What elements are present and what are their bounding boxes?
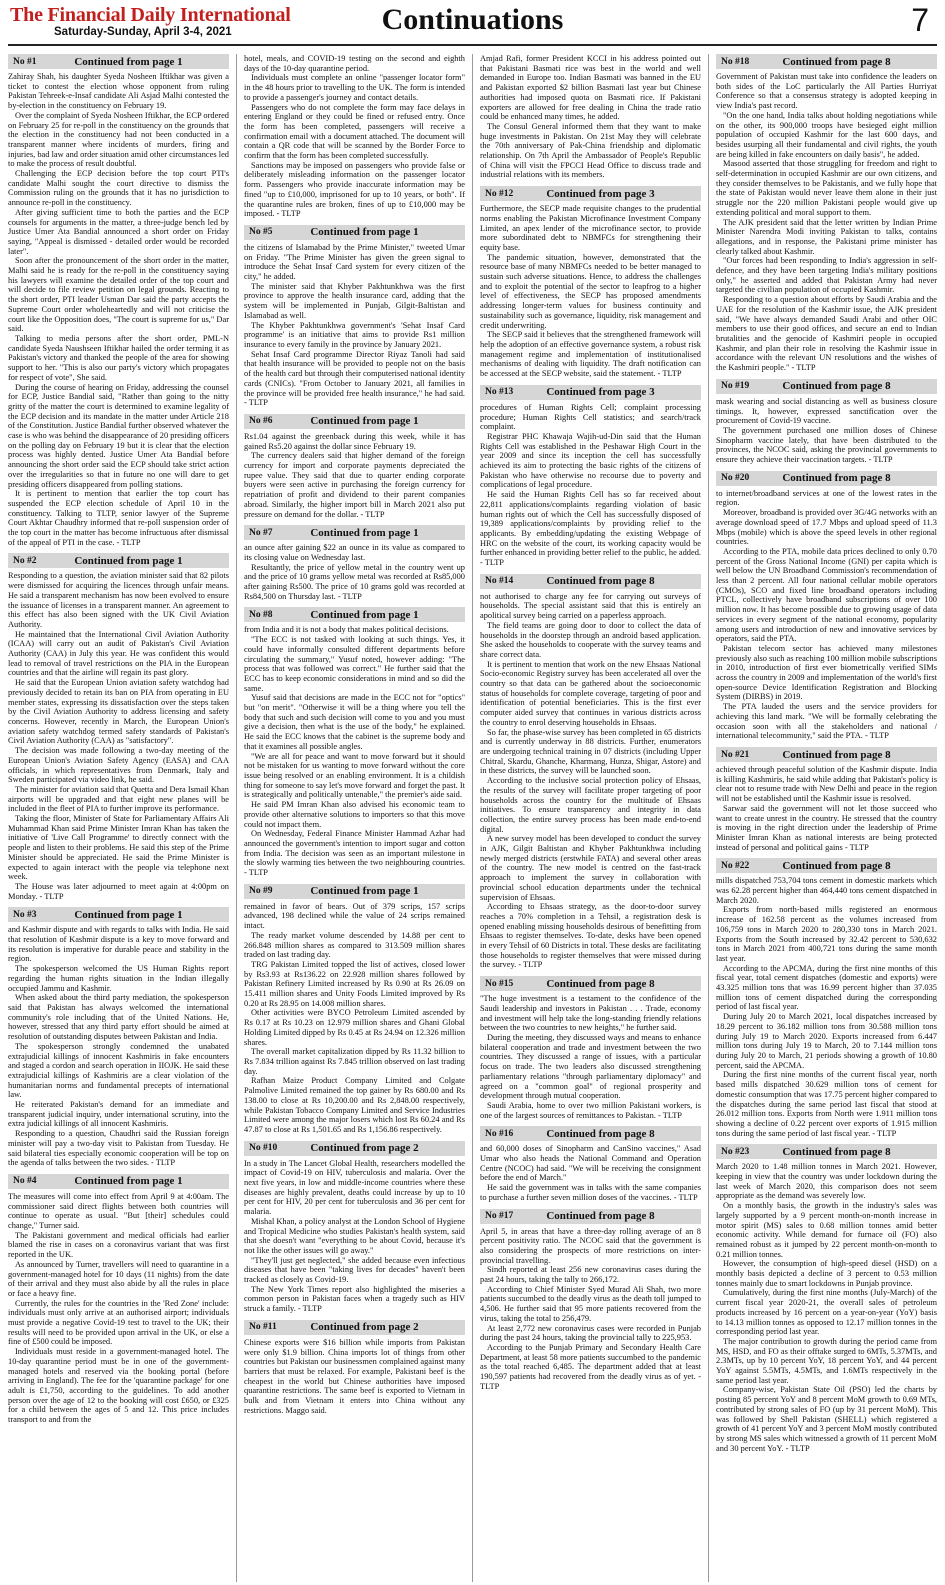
article-number: No #6 [249,416,273,427]
article-paragraph: Amjad Rafi, former President KCCI in his address pointed out that Pakistani Basmati rice was best in the world and well demanded in Europe too. Indian Basmati was banned in the EU and Pakistan exported $2 billion Basmati last year but Chinese authorities had imposed quota on Basmati rice. If Pakistani exporters are allowed for free dealing in China the trade ratio could be enhanced many times, he added. [480,54,701,122]
continued-from-label: Continued from page 8 [782,380,891,393]
article-body [480,54,701,180]
masthead [0,0,945,46]
continued-from-label: Continued from page 8 [546,1210,655,1223]
section-title: Continuations [381,3,564,36]
article-paragraph: Registrar PHC Khawaja Wajih-ud-Din said that the Human Rights Cell was established in the Peshawar High Court in the year 2009 and since its inception the cell has successfully achieved its aim to protecting the basic rights of the citizens of Pakistan who have otherwise no recourse due to poverty and complications of legal procedure. [480,431,701,490]
article-paragraph: According to the APCMA, during the first nine months of this fiscal year, total cement dispatches (domestic and exports) were 43.325 million tons that was 16.99 percent higher than 37.035 million tons of cement dispatched during the corresponding period of last fiscal year. [716,963,937,1012]
article-paragraph: "Our forces had been responding to India's aggression in self-defence, and they have been targeting India's military positions only," he asserted and added that Pakistan Army had never targeted the civilian population of occupied Kashmir. [716,256,937,295]
article-paragraph: The major contribution to growth during the period came from MS, HSD, and FO as their offtake surged to 6MTs, 5.37MTs, and 2.3MTs, up by 10 percent YoY, 18 percent YoY, and 44 percent YoY against 5.5MTs, 4.5MTs, and 1.6MTs respectively in the same period last year. [716,1336,937,1385]
article-paragraph: As announced by Turner, travellers will need to quarantine in a government-managed hotel for 10 days (11 nights) from the date of their arrival and they must also abide by all the rules in place or face a heavy fine. [8,1259,229,1298]
page-number: 7 [911,2,929,38]
article-paragraph: March 2020 to 1.48 million tonnes in March 2021. However, keeping in view that the country was under lockdown during the last week of March 2020, this comparison does not seem appropriate as the demand was severely low. [716,1162,937,1201]
article-paragraph: the citizens of Islamabad by the Prime Minister," tweeted Umar on Friday. "The Prime Minister has given the green signal to introduce the Sehat Insaf Card system for every citizen of the city," he added. [244,242,465,282]
article-number: No #2 [13,555,37,566]
article-paragraph: He reiterated Pakistan's demand for an immediate and transparent judicial inquiry, under international scrutiny, into the extra judicial killings of all innocent Kashmiris. [8,1100,229,1129]
article-paragraph: The Khyber Pakhtunkhwa government's 'Sehat Insaf Card programme' is an initiative that aims to provide Rs1 million insurance to every family in the province by January 2021. [244,320,465,349]
article-paragraph: The House was later adjourned to meet again at 4:00pm on Monday. - TLTP [8,881,229,901]
article-paragraph: "The huge investment is a testament to the confidence of the Saudi leadership and investors in Pakistan . . . Trade, economy and investment will help take the long-standing friendly relations between the two countries to new heights," he further said. [480,994,701,1033]
article [480,186,701,379]
masthead-rule [8,44,937,46]
article [716,747,937,852]
continued-from-label: Continued from page 8 [782,859,891,872]
continued-from-label: Continued from page 1 [74,1175,183,1188]
article [244,225,465,408]
continuation-header [244,1320,465,1335]
article-paragraph: Challenging the ECP decision before the top court PTI's candidate Malhi sought the court directive to dismiss the Commission ruling on the grounds that it has no jurisdiction to announce re-poll in the constituency. [8,169,229,208]
article-paragraph: According to the PTA, mobile data prices declined to only 0.70 percent of the Gross National Income (GNI) per capita which is well below the UN Broadband Commission's recommendation of less than 2 percent. All four national cellular mobile operators (CMOs), SCO and fixed line broadband operators including PTCL, collectively have broadband subscriptions of over 100 million now. It has become possible due to growing usage of data services in every segment of the national economy, popularity among users and introduction of new and innovative services by operators, said the PTA. [716,546,937,644]
article-paragraph: The New York Times report also highlighted the miseries a common person in Pakistan faces when a tragedy such as HIV struck a family. - TLTP [244,1284,465,1314]
article-paragraph: Sindh reported at least 256 new coronavirus cases during the past 24 hours, taking the tally to 266,172. [480,1265,701,1285]
continued-from-label: Continued from page 2 [310,1142,419,1155]
article-number: No #13 [485,387,514,398]
article-paragraph: Responding to a question about efforts by Saudi Arabia and the UAE for the resolution of the Kashmir issue, the AJK president said, "We have always demanded Saudi Arabi and other OIC members to use their good offices, and secure an end to Indian brutalities and the genocide of Kashmiri people in occupied Kashmir, and plan their role in resolving the Kashmir issue in accordance with the relevant UN resolutions and the wishes of the Kashmiri people." - TLTP [716,295,937,373]
continued-from-label: Continued from page 8 [782,472,891,485]
continued-from-label: Continued from page 1 [310,885,419,898]
article-body [8,72,229,547]
article-paragraph: The field teams are going door to door to collect the data of households in the doorstep through an android based application. She asked the households to cooperate with the survey teams and share correct data. [480,620,701,659]
article-number: No #1 [13,56,37,67]
article-paragraph: Masood asserted that those struggling for freedom and right to self-determination in occupied Kashmir are our own citizens, and they consider themselves to be Pakistanis, and we fully hope that the state of Pakistan would never leave them alone in their just struggle nor the 220 million Pakistani people would give up extending political and moral support to them. [716,159,937,217]
article-body [244,432,465,519]
column-divider [472,54,473,1582]
article-paragraph: Responding to a question, Chaudhri said the Russian foreign minister will pay a two-day visit to Pakistan from Tuesday. He said bilateral ties especially economic cooperation will be top on the agenda of talks between the two sides. - TLTP [8,1129,229,1168]
article-paragraph: mask wearing and social distancing as well as business closure timings. It, however, expressed sanctification over the procurement of Covid-19 vaccine. [716,396,937,426]
article [716,1144,937,1453]
article-number: No #10 [249,1143,278,1154]
continuation-header [244,414,465,429]
article-body [480,403,701,568]
article-paragraph: Responding to a question, the aviation minister said that 82 pilots were dismissed for acquiring the licences through unfair means. He said a transparent mechanism has now been evolved to ensure the issuance of licenses in a transparent manner. An agreement to this effect has also been signed with the UK Civil Aviation Authority. [8,571,229,629]
article-paragraph: Zahiray Shah, his daughter Syeda Nosheen Iftikhar was given a ticket to contest the election whose opponent from ruling Pakistan Tehreek-e-Insaf candidate Ali Asjad Malhi contested the by-election in the constituency on February 19. [8,72,229,111]
article [480,1126,701,1202]
article-number: No #16 [485,1128,514,1139]
article-paragraph: Over the complaint of Syeda Nosheen Iftikhar, the ECP ordered on February 25 for re-poll in the constituency on the grounds that the election in the constituency had not been conducted in a transparent manner where incidents of murders, firing and injuries, bad law and order situation amid other circumstances led to make the process of result doubtful. [8,110,229,169]
article-paragraph: According to Ehsaas strategy, as the door-to-door survey reaches a 70% completion in a Tehsil, a registration desk is opened enabling missing households desirous of benefitting from Ehsaas to register themselves. To-date, desks have been opened in every Tehsil of 60 Districts in total. These desks are facilitating those households to register themselves that were missed during the survey. - TLTP [480,902,701,970]
issue-date: Saturday-Sunday, April 3-4, 2021 [54,26,232,38]
article-number: No #23 [721,1146,750,1157]
article-paragraph: Passengers who do not complete the form may face delays in entering England or they could be fined or refused entry. Once the form has been completed, passengers will receive a confirmation email with a document attached. The document will contain a QR code that will be scanned by the Border Force to confirm that the form has been completed successfully. [244,102,465,161]
continuation-header [8,1174,229,1189]
article-paragraph: The minister said that Khyber Pakhtunkhwa was the first province to approve the health insurance card, adding that the system will be implemented in Punjab, Gilgit-Baltistan and Islamabad as well. [244,281,465,320]
article-paragraph: Company-wise, Pakistan State Oil (PSO) led the charts by posting 85 percent YoY and 8 percent MoM growth to 0.69 MTs, contributed by strong sales of FO (up by 31 percent MoM). This was followed by Shell Pakistan (SHELL) which registered a growth of 41 percent YoY and 3 percent MoM mostly contributed by strong MS sales which witnessed a growth of 11 percent MoM and 30 percent YoY. - TLTP [716,1385,937,1453]
article-paragraph: from India and it is not a body that makes political decisions. [244,625,449,635]
article-body [244,543,465,601]
article-paragraph: At least 2,772 new coronavirus cases were recorded in Punjab during the past 24 hours, taking the provincial tally to 225,953. [480,1323,701,1343]
article [244,414,465,519]
article-paragraph: After giving sufficient time to both the parties and the ECP counsels for arguments in the matter, a three-judge bench led by Justice Umer Ata Bandial announced a short order on Friday saying, "Appeal is dismissed - detailed order would be recorded later". [8,207,229,256]
article-body [716,765,937,852]
article-paragraph: "The ECC is not tasked with looking at such things. Yes, it could have informally consulted different departments before circulating the summary," Yusuf noted, however adding: "The process that was followed was correct." He further said that the ECC has to keep economic considerations in mind and so did the same. [244,635,465,693]
article-paragraph: TRG Pakistan Limited topped the list of actives, closed lower by Rs3.93 at Rs136.22 on 22.928 million shares followed by Pakistan Refinery Limited increased by Rs 0.90 at Rs 26.09 on 15.411 million shares and Unity Foods Limited improved by Rs 0.20 at Rs 28.95 on 14.008 million shares. [244,959,465,1008]
article-paragraph: In a study in The Lancet Global Health, researchers modelled the impact of Covid-19 on HIV, tuberculosis and malaria. Over the next five years, in low and middle-income countries where these diseases are highly prevalent, deaths could increase by up to 10 per cent for HIV, 20 per cent for tuberculosis and 36 per cent for malaria. [244,1158,465,1217]
article-paragraph: Individuals must complete an online "passenger locator form" in the 48 hours prior to travelling to the UK. The form is intended to provide a passenger's journey and contact details. [244,73,465,102]
article-paragraph: Furthermore, the SECP made requisite changes to the prudential norms enabling the Pakistan Microfinance Investment Company Limited, an apex lender of the microfinance sector, to provide more subordinated debt to NBMFCs for strengthening their equity base. [480,204,701,252]
continuation-header [244,525,465,540]
article-paragraph: Currently, the rules for the countries in the 'Red Zone' include: individuals must only arrive at an authorised airport; individuals must provide a negative Covid-19 test to travel to the UK; their results will need to be provided upon arrival in the UK, or else a fine of £500 could be imposed. [8,1298,229,1347]
article-paragraph: Sanctions may be imposed on passengers who provide false or deliberately misleading information on the passenger locator form. Passengers who provide inaccurate information may be fined "up to £10,000, imprisoned for up to 10 years, or both". If the quarantine rules are broken, fines of up to £10,000 may be imposed. - TLTP [244,160,465,219]
article-paragraph: The minister for aviation said that Quetta and Dera Ismail Khan airports will be upgraded and that eight new planes will be included in the fleet of PIA to further improve its performance. [8,784,229,814]
article-paragraph: an ounce after gaining $22 an ounce in its value as compared to its closing value on Wednesday last. [244,543,465,562]
article-paragraph: He said that the European Union aviation safety watchdog had previously decided to retain its ban on PIA from operating in EU member states, expressing its dissatisfaction over the steps taken by the Civil Aviation Authority to address licensing and safety concerns. However, recently in March, the European Union's aviation safety watchdog termed safety standards of Pakistan's Civil Aviation Authority (CAA) as "satisfactory". [8,678,229,746]
article [480,385,701,568]
article [244,884,465,1135]
article-body [244,54,465,219]
article [244,54,465,219]
column-3 [480,54,701,1582]
article-paragraph: remained in favor of bears. Out of 379 scrips, 157 scrips advanced, 198 declined while the value of 24 scrips remained intact. [244,901,465,931]
article-body [716,876,937,1138]
article-paragraph: The ready market volume descended by 14.88 per cent to 266.848 million shares as compared to 313.509 million shares traded on last trading day. [244,930,465,960]
continued-from-label: Continued from page 8 [782,748,891,761]
column-2 [244,54,465,1582]
article-body [244,243,465,408]
article-paragraph: Government of Pakistan must take into confidence the leaders on both sides of the LoC particularly the All Parties Hurriyat Conference so that a consensus strategy is adopted keeping in view India's past record. [716,72,937,111]
continuation-header [244,1141,465,1156]
article-paragraph: During the course of hearing on Friday, addressing the counsel for ECP, Justice Bandial said, "Rather than going to the nitty gritty of the matter the court is determined to examine legality of the ECP decision and its mandate in the matter under Article 218 of the Constitution. Justice Bandial further observed whatever the case is who was behind the disappearance of 20 presiding officers on the polling day on February 19 but it is clear that the election process was highly dented. Justice Umer Ata Bandial before announcing the short order said the ECP should take strict action over the irregularities so that in future no one will dare to get presiding officers disappeared from polling stations. [8,382,229,489]
article-paragraph: So far, the phase-wise survey has been completed in 65 districts and is currently underway in 88 districts. Further, enumerators are undergoing technical training in 07 districts (including Upper Chitral, Skardu, Ghanche, Kharmang, Hunza, Shigar, Astore) and in these districts, the survey will be launched soon. [480,727,701,776]
article-number: No #17 [485,1211,514,1222]
article-number: No #8 [249,609,273,620]
article-paragraph: According to Chief Minister Syed Murad Ali Shah, two more patients succumbed to the deadly virus as the death toll jumped to 4,506. He further said that 95 more patients recovered from the virus, taking the total to 256,479. [480,1284,701,1323]
article-body [244,1338,465,1416]
article-paragraph: The Pakistani government and medical officials had earlier blamed the rise in cases on a coronavirus variant that was first reported in the UK. [8,1230,229,1260]
article-body [244,902,465,1135]
article-paragraph: Chinese exports were $16 billion while imports from Pakistan were only $1.9 billion. China imports lot of things from other countries but Pakistan our businessmen complained against many barriers that must be relaxed. For example, Pakistani beef is the cheapest in the world but Chinese authorities have imposed quarantine restrictions. The same beef is exported to Vietnam in bulk and from Vietnam it enters into China without any restrictions. Maggo said. [244,1337,465,1415]
article-paragraph: The AJK president said that the letter written by Indian Prime Minister Narendra Modi inviting Pakistan to talks, contains allegations, and in response, the Pakistani prime minister has clearly talked about Kashmir. [716,217,937,256]
continuation-header [480,574,701,589]
article-paragraph: Yusuf said that decisions are made in the ECC not for "optics" but "on merit". "Otherwise it will be a thing where you tell the body that such and such decision will come to you and you must give a decision, then what is the use of the body," he explained. He said the ECC knows that the cabinet is the supreme body and that it examines all possible angles. [244,693,465,751]
column-divider [708,54,709,1582]
article-paragraph: and 60,000 doses of Sinopharm and CanSino vaccines," Asad Umar who also heads the National Command and Operation Centre (NCOC) had said. "We will be receiving the consignment before the end of March." [480,1144,701,1183]
article [480,54,701,180]
article-paragraph: procedures of Human Rights Cell; complaint processing procedure; Human Rights Cell statistics; and search/track complaint. [480,402,701,432]
article-paragraph: The measures will come into effect from April 9 at 4:00am. The commissioner said direct flights between both countries will continue to operate as usual. "But [their] schedules could change," Turner said. [8,1191,229,1231]
continued-from-label: Continued from page 2 [310,1321,419,1334]
continued-from-label: Continued from page 8 [546,1127,655,1140]
continuation-header [244,607,465,622]
continuation-header [716,471,937,486]
article-paragraph: The SECP said it believes that the strengthened framework will help the adoption of an effective governance system, a robust risk management regime and implementation of institutionalised mechanisms of dealing with liquidity. The draft notification can be accessed at the SECP website, said the statement. - TLTP [480,330,701,379]
continuation-header [8,553,229,568]
article [244,1320,465,1416]
article-body [244,625,465,877]
article-paragraph: It is pertinent to mention that earlier the top court has suspended the ECP election schedule of April 10 in the constituency. Talking to TLTP, senior lawyer of the Supreme Court Akhtar Chaudhry informed that re-poll suspension order of the top court in the matter has become infructuous after dismissal of the appeal of PTI in the case. - TLTP [8,489,229,547]
continued-from-label: Continued from page 1 [74,908,183,921]
article-paragraph: The currency dealers said that higher demand of the foreign currency for import and corporate payments depreciated the rupee value. They said that due to quarter ending corporate buyers were seen active in purchasing the foreign currency for repatriation of profit and dividend to their parent companies abroad. Similarly, the higher import bill in March 2021 also put pressure on demand for the dollar. - TLTP [244,451,465,519]
article-paragraph: Rs1.04 against the greenback during this week, while it has gained Rs5.20 against the dollar since February 19. [244,431,465,451]
continued-from-label: Continued from page 3 [546,386,655,399]
continuation-header [244,225,465,240]
article-paragraph: Sehat Insaf Card programme Director Riyaz Tanoli had said that health insurance will be provided to people not on the basis of the health card but through their computerised national identity cards (CNICs). "From October to January 2021, all families in the province will be provided free health insurance," he had said. - TLTP [244,349,465,408]
article-paragraph: "We are all for peace and want to move forward but it should not be mistaken for us wanting to move forward without the core issue being resolved or an enabling environment. It is a childish thing for someone to say let's move forward and forget the past. It is strategically and politically untenable," the premier's aide said. [244,751,465,800]
newspaper-title: The Financial Daily International [10,4,291,26]
article-body [716,397,937,465]
continuation-header [716,858,937,873]
article [716,471,937,741]
article-paragraph: During the first nine months of the current fiscal year, north based mills dispatched 30.629 million tons of cement for domestic consumption that was 17.75 percent higher compared to the dispatches during the same period last fiscal that stood at 26.012 million tons. Exports from North were 1.911 million tons showing a decline of 0.22 percent over exports of 1.915 million tons during the same period of last fiscal year. - TLTP [716,1070,937,1138]
article-paragraph: He maintained that the International Civil Aviation Authority (ICAA) will carry out an audit of Pakistan's Civil Aviation Authority (CAA) in July this year. He was confident this would lead to removal of travel restrictions on the PIA in the European countries and that the airline will regain its past glory. [8,629,229,678]
article-paragraph: Moreover, broadband is provided over 3G/4G networks with an average download speed of 17.7 Mbps and upload speed of 11.3 Mbps (mobile) which is above the speed levels in other regional countries. [716,508,937,547]
continued-from-label: Continued from page 1 [310,526,419,539]
article-body [8,925,229,1168]
article-paragraph: Pakistan telecom sector has achieved many milestones previously also such as reaching 100 million mobile subscriptions in 2010, introduction of first ever biometrically verified SIMs across the country in 2009 and implementation of the world's first open-source Device Identification Registration and Blocking System (DIRBS) in 2019. [716,643,937,702]
article-paragraph: The spokesperson strongly condemned the unabated extrajudicial killings of innocent Kashmiris in fake encounters and staged a cordon and search operation in IIOJK. He said these extrajudicial killings of Kashmiris are a clear violation of the humanitarian norms and fundamental precepts of international law. [8,1041,229,1100]
article-paragraph: The spokesperson welcomed the US Human Rights report regarding the human rights situation in the Indian illegally occupied Jammu and Kashmir. [8,964,229,993]
article-number: No #3 [13,909,37,920]
continued-from-label: Continued from page 8 [782,55,891,68]
article [716,379,937,465]
continuation-header [480,1209,701,1224]
column-1 [8,54,229,1582]
article [716,54,937,373]
article-number: No #19 [721,381,750,392]
article [244,607,465,877]
column-divider [236,54,237,1582]
article-paragraph: The government purchased one million doses of Chinese Sinopharm vaccine lately, that have been distributed to the provinces, the NCOC said, asking the provincial governments to ensure they achieve their vaccination targets. - TLTP [716,425,937,465]
article-paragraph: mills dispatched 753,704 tons cement in domestic markets which was 62.28 percent higher than 464,440 tons cement dispatched in March 2020. [716,876,937,905]
article-paragraph: When asked about the third party mediation, the spokesperson said that Pakistan has always welcomed the international community's role including that of the United Nations. He, however, stressed that any third party effort should be aimed at resolution of outstanding disputes between Pakistan and India. [8,993,229,1042]
article-paragraph: A new survey model has been developed to conduct the survey in AJK, Gilgit Baltistan and Khyber Pakhtunkhwa including newly merged districts (erstwhile FATA) and several other areas of the country. The new model is centred on the fast-track approach to implement the survey in collaboration with provincial school education departments under the technical supervision of Ehsaas. [480,834,701,902]
article [480,574,701,970]
article-paragraph: He said the government was in talks with the same companies to purchase a further seven million doses of the vaccines. - TLTP [480,1183,701,1202]
continued-from-label: Continued from page 8 [546,977,655,990]
article-body [480,204,701,379]
article-paragraph: achieved through peaceful solution of the Kashmir dispute. India is killing Kashmiris, he said while adding that Pakistan's policy is clear not to resume trade with New Delhi and peace in the region will not be established until the Kashmir issue is resolved. [716,765,937,804]
article-number: No #15 [485,978,514,989]
column-4 [716,54,937,1582]
article-paragraph: "They'll just get neglected," she added because even infectious diseases that have been "taking lives for decades" haven't been tracked as closely as Covid-19. [244,1255,465,1285]
article-paragraph: hotel, meals, and COVID-19 testing on the second and eighth days of the 10-day quarantine period. [244,54,465,73]
article-body [480,1144,701,1202]
article-paragraph: and Kashmir dispute and with regards to talks with India. He said that resolution of Kashmir dispute is a key to move forward and its resolution is imperative for durable peace and stability in the region. [8,925,229,964]
article-paragraph: During the meeting, they discussed ways and means to enhance bilateral cooperation and trade and investment between the two countries. They discussed a range of issues, with a particular focus on trade. The two leaders also discussed strengthening parliamentary relations "through parliamentary diplomacy" and agreed on a "common goal" of regional prosperity and development through mutual cooperation. [480,1032,701,1101]
continued-from-label: Continued from page 8 [546,575,655,588]
article-paragraph: According to the Punjab Primary and Secondary Health Care Department, at least 58 more patients succumbed to the pandemic as the total reached 6,485. The department added that at least 190,597 patients had recovered from the deadly virus as of yet. - TLTP [480,1342,701,1391]
article-paragraph: It is pertinent to mention that work on the new Ehsaas National Socio-economic Registry survey has been accelerated all over the country so that data can be gathered about the socioeconomic status of households for complete coverage, targeting of poor and identification of potential beneficiaries. This is the first ever computer aided survey that continues in various districts across the country to enrol deserving households in Ehsaas. [480,659,701,727]
article-body [8,571,229,901]
continuation-header [716,54,937,69]
article-paragraph: Cumulatively, during the first nine months (July-March) of the current fiscal year 2020-21, the overall sales of petroleum products increased by 16 percent on a year-on-year (YoY) basis to 14.13 million tonnes as opposed to 12.17 million tonnes in the corresponding period last year. [716,1288,937,1337]
article-number: No #5 [249,227,273,238]
article [8,54,229,547]
article-paragraph: The Consul General informed them that they want to make huge investments in Pakistan. On 21st May they will celebrate the 70th anniversary of Pak-China friendship and diplomatic relationship. On 7th April the Ambassador of People's Republic of China will visit the FPCCI Head Office to discuss trade and industrial relations with its members. [480,121,701,180]
article-paragraph: Saudi Arabia, home to over two million Pakistani workers, is one of the largest sources of remittances to Pakistan. - TLTP [480,1100,701,1120]
continued-from-label: Continued from page 1 [310,226,419,239]
columns [8,54,938,1582]
continuation-header [480,976,701,991]
article-body [716,1162,937,1453]
continued-from-label: Continued from page 1 [310,608,419,621]
continuation-header [480,186,701,201]
article-paragraph: Mishal Khan, a policy analyst at the London School of Hygiene and Tropical Medicine who studies Pakistan's health system, said that she doesn't want "everything to be about Covid, because it's not like the other issues will go away." [244,1216,465,1255]
article [8,907,229,1168]
continuation-header [244,884,465,899]
article-paragraph: to internet/broadband services at one of the lowest rates in the region. [716,488,937,508]
article [244,525,465,601]
article-body [244,1159,465,1314]
article-body [716,72,937,373]
continued-from-label: Continued from page 1 [74,55,183,68]
article-number: No #11 [249,1322,277,1333]
article-number: No #22 [721,860,750,871]
article-number: No #18 [721,56,750,67]
article-number: No #4 [13,1176,37,1187]
article-paragraph: However, the consumption of high-speed diesel (HSD) on a monthly basis depicted a decline of 3 percent to 0.53 million tonnes mainly due to smart lockdowns in Punjab province. [716,1259,937,1288]
article-body [716,489,937,741]
article-number: No #12 [485,188,514,199]
article-paragraph: The overall market capitalization dipped by Rs 11.32 billion to Rs 7.834 trillion against Rs 7.845 trillion observed on last trading day. [244,1047,465,1076]
continued-from-label: Continued from page 1 [310,415,419,428]
article [480,976,701,1120]
continuation-header [480,385,701,400]
continuation-header [716,1144,937,1159]
article-paragraph: On Wednesday, Federal Finance Minister Hammad Azhar had announced the government's intention to import sugar and cotton from India. The decision was seen as an important milestone in the slowly warming ties between the two neighbouring countries. - TLTP [244,829,465,878]
article-paragraph: "On the one hand, India talks about holding negotiations while on the other, its 900,000 troops have besieged eight million population of occupied Kashmir for the last 600 days, and besides usurping all their fundamental and civil rights, the youth are being killed in fake encounters on daily basis", he added. [716,110,937,159]
article-number: No #21 [721,749,750,760]
article [8,1174,229,1425]
continuation-header [480,1126,701,1141]
article-paragraph: Other activities were BYCO Petroleum Limited ascended by Rs 0.17 at Rs 10.23 on 12.979 million shares and Ghani Global Holding Limited dipped by Rs 0.45 at Rs 24.94 on 12.326 million shares. [244,1008,465,1047]
continuation-header [8,907,229,922]
continued-from-label: Continued from page 3 [546,187,655,200]
article-paragraph: During July 20 to March 2021, local dispatches increased by 18.29 percent to 36.182 million tons from 30.588 million tons during July 19 to March 2020. Exports increased from 6.447 million tons during July 19 to March, 20 to 7.144 million tons during July 20 to March, 21 periods showing a growth of 10.80 percent, said the APCMA. [716,1012,937,1070]
continuation-header [8,54,229,69]
article-paragraph: April 5, in areas that have a three-day rolling average of an 8 percent positivity ratio. The NCOC said that the government is also considering the prospects of more restrictions on inter-provincial travelling. [480,1226,701,1265]
article-body [8,1192,229,1425]
article-paragraph: Exports from north-based mills registered an enormous increase of 162.58 percent as the volumes increased from 106,759 tons in March 2020 to 280,330 tons in March 2021. Exports from the South increased by 32.42 percent to 530,632 tons in March 2021 from 400,721 tons during the same month last year. [716,905,937,963]
article-paragraph: According to the inclusive social protection policy of Ehsaas, the results of the survey will facilitate proper targeting of poor households across the country for the multitude of Ehsaas initiatives. To ensure transparency and integrity in data collection, the entire survey process has been made end-to-end digital. [480,776,701,834]
article-body [480,592,701,970]
article-number: No #9 [249,886,273,897]
article-paragraph: Soon after the pronouncement of the short order in the matter, Malhi said he is ready for the re-poll in the constituency saying his lawyers will examine the detailed order of the top court and will decide to file review petition on legal grounds. Reacting to the short order, PTI leader Usman Dar said the party accepts the Supreme Court order wholeheartedly and will not criticise the court like the Opposition does, "The court is supreme for us," Dar said. [8,256,229,334]
article-paragraph: Resultantly, the price of yellow metal in the country went up and the price of 10 grams yellow metal was recorded at Rs85,000 after gaining Rs500. The price of 10 grams gold was recorded at Rs84,500 on Thursday last. - TLTP [244,562,465,601]
article-paragraph: Talking to media persons after the short order, PML-N candidate Syeda Naushseen Iftikhar hailed the order terming it as Pakistan's victory and thanked the people of the area for showing support to her. "This is also our party's victory which propagates for respect of vote", She said. [8,333,229,382]
article-paragraph: Individuals must reside in a government-managed hotel. The 10-day quarantine period must be in one of the government-managed hotels and reserved via the booking portal (before arriving in England). The fee for the 'quarantine package' for one adult is £1,750, according to the guidelines. To add another person over the age of 12 to the booking will cost £650, or £325 for a child between the ages of 5 and 12. This price includes transport to and from the [8,1347,229,1425]
continuation-header [716,747,937,762]
article-paragraph: He said the Human Rights Cell has so far received about 22,811 applications/complaints regarding violation of basic human rights out of which the Cell has successfully disposed of 19,389 applications/complaints by providing relief to the applicants. By embedding/updating the existing Webpage of HRC on the website of the court, its working capacity would be further enhanced in providing better relief to the public, he added. - TLTP [480,490,701,568]
article-paragraph: Sarwar said the government will not let those succeed who want to create unrest in the country. He stressed that the country is moving in the right direction under the leadership of Prime Minister Imran Khan as national interests are being protected instead of personal and political gains - TLTP [716,803,937,852]
article [716,858,937,1138]
article-body [480,994,701,1120]
continuation-header [716,379,937,394]
article-paragraph: He said PM Imran Khan also advised his economic team to provide other alternative solutions to importers so that this move could not impact them. [244,800,465,829]
article-number: No #7 [249,527,273,538]
article-body [480,1227,701,1392]
article-paragraph: Rafhan Maize Product Company Limited and Colgate Palmolive Limited remained the top gainer by Rs 680.00 and Rs 138.00 to close at Rs 10,200.00 and Rs 2,848.00 respectively, while Pakistan Tobacco Company Limited and Service Industries Limited were among the major losers which lost Rs 60.24 and Rs 47.87 to close at Rs 1,501.65 and Rs 1,156.86 respectively. [244,1076,465,1134]
article [8,553,229,901]
article-paragraph: On a monthly basis, the growth in the industry's sales was largely supported by a 9 percent month-on-month increase in motor spirit (MS) sales to 0.68 million tonnes amid better economic activity. While demand for furnace oil (FO) also remained robust as it jumped by 22 percent month-on-month to 0.21 million tonnes. [716,1201,937,1259]
article-number: No #14 [485,576,514,587]
article-paragraph: Taking the floor, Minister of State for Parliamentary Affairs Ali Muhammad Khan said Prime Minister Imran Khan has taken the initiative of 'Live Call Programme' to directly connect with the people and listen to their problems. He said this step of the Prime Minister should be appreciated. He said the Prime Minister is expected to again interact with the people via telephone next week. [8,814,229,882]
article-paragraph: The PTA lauded the users and the service providers for achieving this land mark. "We will be formally celebrating the occasion soon with all the stakeholders and national / international telecommunity," said the PTA. - TLTP [716,702,937,741]
article-paragraph: The decision was made following a two-day meeting of the European Union's Aviation Safety Agency (EASA) and CAA officials, in which representatives from Denmark, Italy and Sweden participated via video link, he said. [8,746,229,785]
article [244,1141,465,1314]
article [480,1209,701,1392]
continued-from-label: Continued from page 1 [74,554,183,567]
article-paragraph: not authorised to charge any fee for carrying out surveys of households. The special assistant said that this is entirely an apolitical survey being carried on a paperless approach. [480,591,701,621]
continued-from-label: Continued from page 8 [782,1145,891,1158]
article-paragraph: The pandemic situation, however, demonstrated that the resource base of many NBMFCs needed to be better managed to sustain such adverse situations. Hence, to address the challenges and to exploit the potential of the sector to leapfrog to a higher level of effectiveness, the SECP has proposed amendments addressing longer-term values for business continuity and sustainability such as governance, liquidity, risk management and credit underwriting. [480,252,701,330]
article-number: No #20 [721,473,750,484]
